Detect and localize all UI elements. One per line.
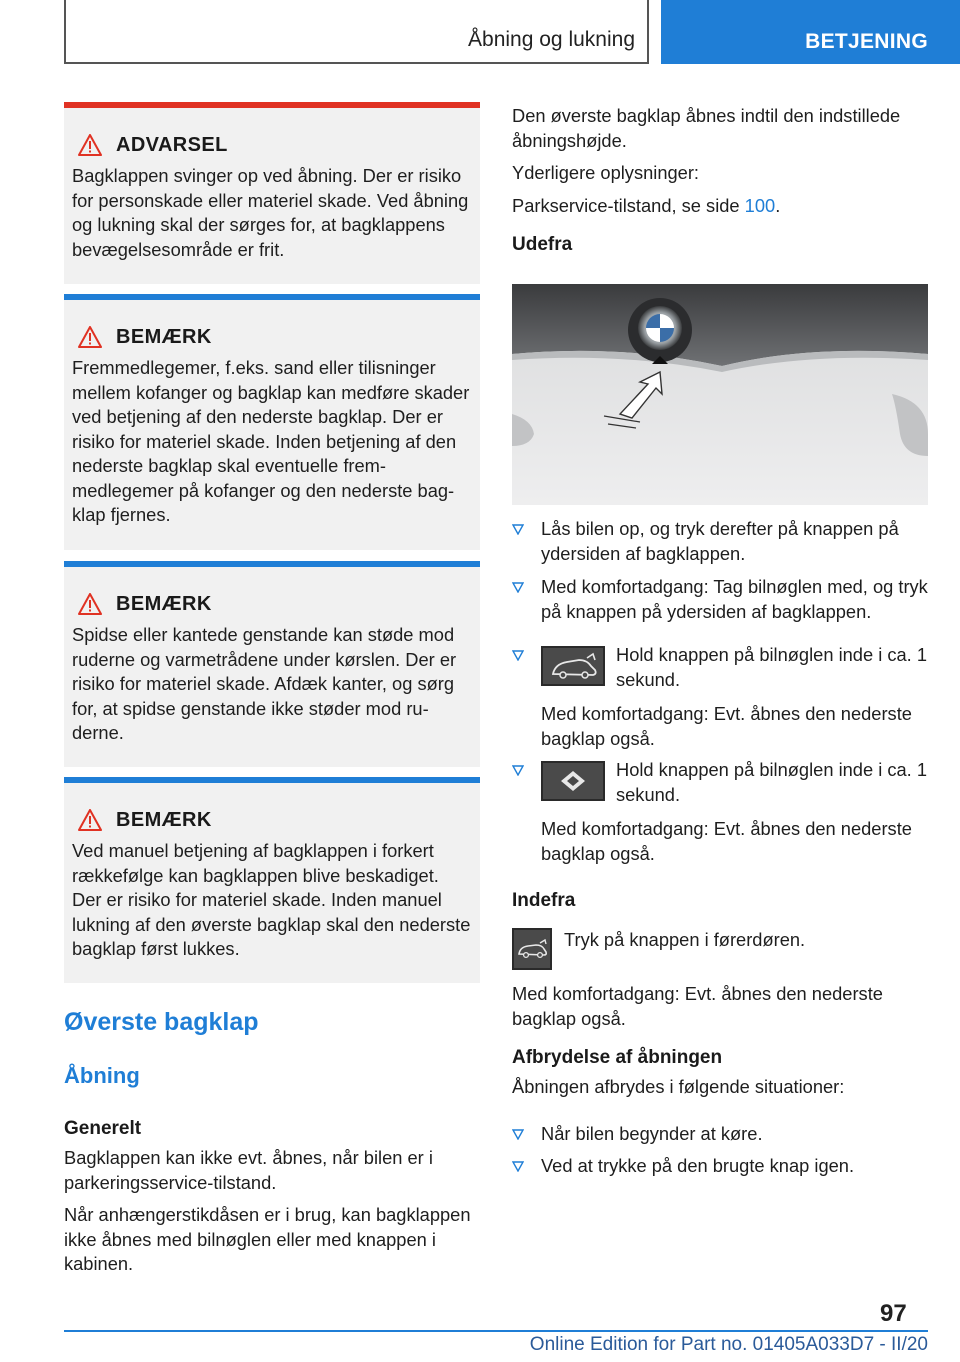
intro-section [512, 104, 928, 256]
list-item [512, 517, 928, 566]
notice-box-2 [64, 561, 480, 767]
key-instruction: Hold knappen på bilnøglen inde i ca. 1 sekund. [616, 759, 927, 805]
triangle-bullet-icon [512, 1161, 524, 1172]
warning-bar [64, 102, 480, 108]
tailgate-photo [512, 284, 928, 505]
notice-bar [64, 561, 480, 567]
page-number: 97 [880, 1300, 907, 1327]
list-item [512, 575, 928, 624]
notice-text: Spidse eller kantede genstande kan støde mod ruderne og varmetrådene under kørslen. Der er risiko for materiel skade. Afdæk kanter, og sørg for, at spidse genstande ikke støder mod ruderne. [72, 624, 457, 743]
outside-title: Udefra [512, 234, 573, 255]
header-divider-mid [647, 0, 649, 64]
interrupt-text: Åbningen afbrydes i følgende situationer: [512, 1076, 845, 1097]
footer-edition: Online Edition for Part no. 01405A033D7 - II/20 [529, 1334, 928, 1355]
notice-title: BEMÆRK [116, 592, 212, 615]
general-paragraph-1: Bagklappen kan ikke evt. åbnes, når bilen er i parkeringsservice-tilstand. [64, 1147, 433, 1193]
triangle-bullet-icon [512, 1129, 524, 1140]
car-door-button-icon [512, 928, 552, 970]
triangle-bullet-icon [512, 582, 524, 593]
page-link-100[interactable]: 100 [744, 194, 776, 216]
list-item-text: Lås bilen op, og tryk derefter på knappen på ydersiden af bagklappen. [541, 518, 899, 564]
more-info-label: Yderligere oplysninger: [512, 162, 699, 183]
warning-text: Bagklappen svinger op ved åbning. Der er risiko for personskade eller materiel skade. Ved åbning og lukning skal der sørges for, at bagklappens bevægelsesområde er frit. [72, 165, 469, 260]
key-instruction: Hold knappen på bilnøglen inde i ca. 1 sekund. [616, 644, 927, 690]
intro-paragraph: Den øverste bagklap åbnes indtil den indstillede åbningshøjde. [512, 105, 901, 151]
notice-text: Fremmedlegemer, f.eks. sand eller tilisninger mellem kofanger og bagklap kan medføre skader ved betjening af den nederste bagklap. Der er risiko for materiel skade. Inden betjening af den nederste bagklap skal eventuelle fremmedlegemer på kofanger og den nederste bagklap fjernes. [72, 357, 470, 525]
warning-triangle-icon [78, 134, 102, 156]
parkservice-suffix: . [775, 194, 781, 216]
general-paragraph-2: Når anhængerstikdåsen er i brug, kan bagklappen ikke åbnes med bilnøglen eller med knappen i kabinen. [64, 1204, 471, 1274]
interrupt-title: Afbrydelse af åbningen [512, 1047, 723, 1068]
key-instruction-sub: Med komfortadgang: Evt. åbnes den nederste bagklap også. [541, 703, 912, 749]
warning-title: ADVARSEL [116, 133, 228, 156]
car-tailgate-icon [541, 646, 605, 686]
notice-box-1 [64, 294, 480, 550]
warning-triangle-icon [78, 326, 102, 348]
header-underline [64, 62, 649, 64]
list-item [512, 643, 928, 753]
header-divider-left [64, 0, 66, 64]
notice-text: Ved manuel betjening af bagklappen i forkert rækkefølge kan bagklappen blive beskadiget. Der er risiko for materiel skade. Inden manuel lukning af den øverste bagklap skal den nederste bagklap først lukkes. [72, 840, 471, 959]
list-item [512, 758, 928, 868]
parkservice-prefix: Parkservice-tilstand, se side [512, 194, 745, 216]
inside-instruction: Tryk på knappen i førerdøren. [564, 929, 806, 950]
header-section-title: Åbning og lukning [468, 28, 635, 51]
warning-box-advarsel [64, 102, 480, 284]
inside-comfort-text: Med komfortadgang: Evt. åbnes den nederste bagklap også. [512, 983, 883, 1029]
list-item-text: Med komfortadgang: Tag bilnøglen med, og tryk på knappen på ydersiden af bagklappen. [541, 576, 928, 622]
general-section [64, 1118, 480, 1277]
inside-title: Indefra [512, 890, 576, 911]
footer-divider [64, 1330, 928, 1332]
warning-triangle-icon [78, 593, 102, 615]
inside-section [512, 890, 928, 912]
diamond-button-icon [541, 761, 605, 801]
general-title: Generelt [64, 1118, 142, 1139]
key-instruction-sub: Med komfortadgang: Evt. åbnes den nederste bagklap også. [541, 818, 912, 864]
section-heading: Øverste bagklap [64, 1008, 259, 1036]
triangle-bullet-icon [512, 524, 524, 535]
triangle-bullet-icon [512, 765, 524, 776]
notice-bar [64, 777, 480, 783]
header-chapter-label: BETJENING [805, 30, 928, 53]
list-item-text: Ved at trykke på den brugte knap igen. [541, 1155, 855, 1176]
notice-box-3 [64, 777, 480, 983]
list-item-text: Når bilen begynder at køre. [541, 1123, 763, 1144]
header-chapter-tab [661, 0, 960, 64]
inside-comfort-section [512, 982, 928, 1100]
list-item [512, 1122, 928, 1147]
notice-title: BEMÆRK [116, 808, 212, 831]
notice-title: BEMÆRK [116, 325, 212, 348]
parkservice-reference [512, 194, 928, 219]
triangle-bullet-icon [512, 650, 524, 661]
list-item [512, 1154, 928, 1179]
notice-bar [64, 294, 480, 300]
subsection-heading: Åbning [64, 1063, 140, 1088]
warning-triangle-icon [78, 809, 102, 831]
